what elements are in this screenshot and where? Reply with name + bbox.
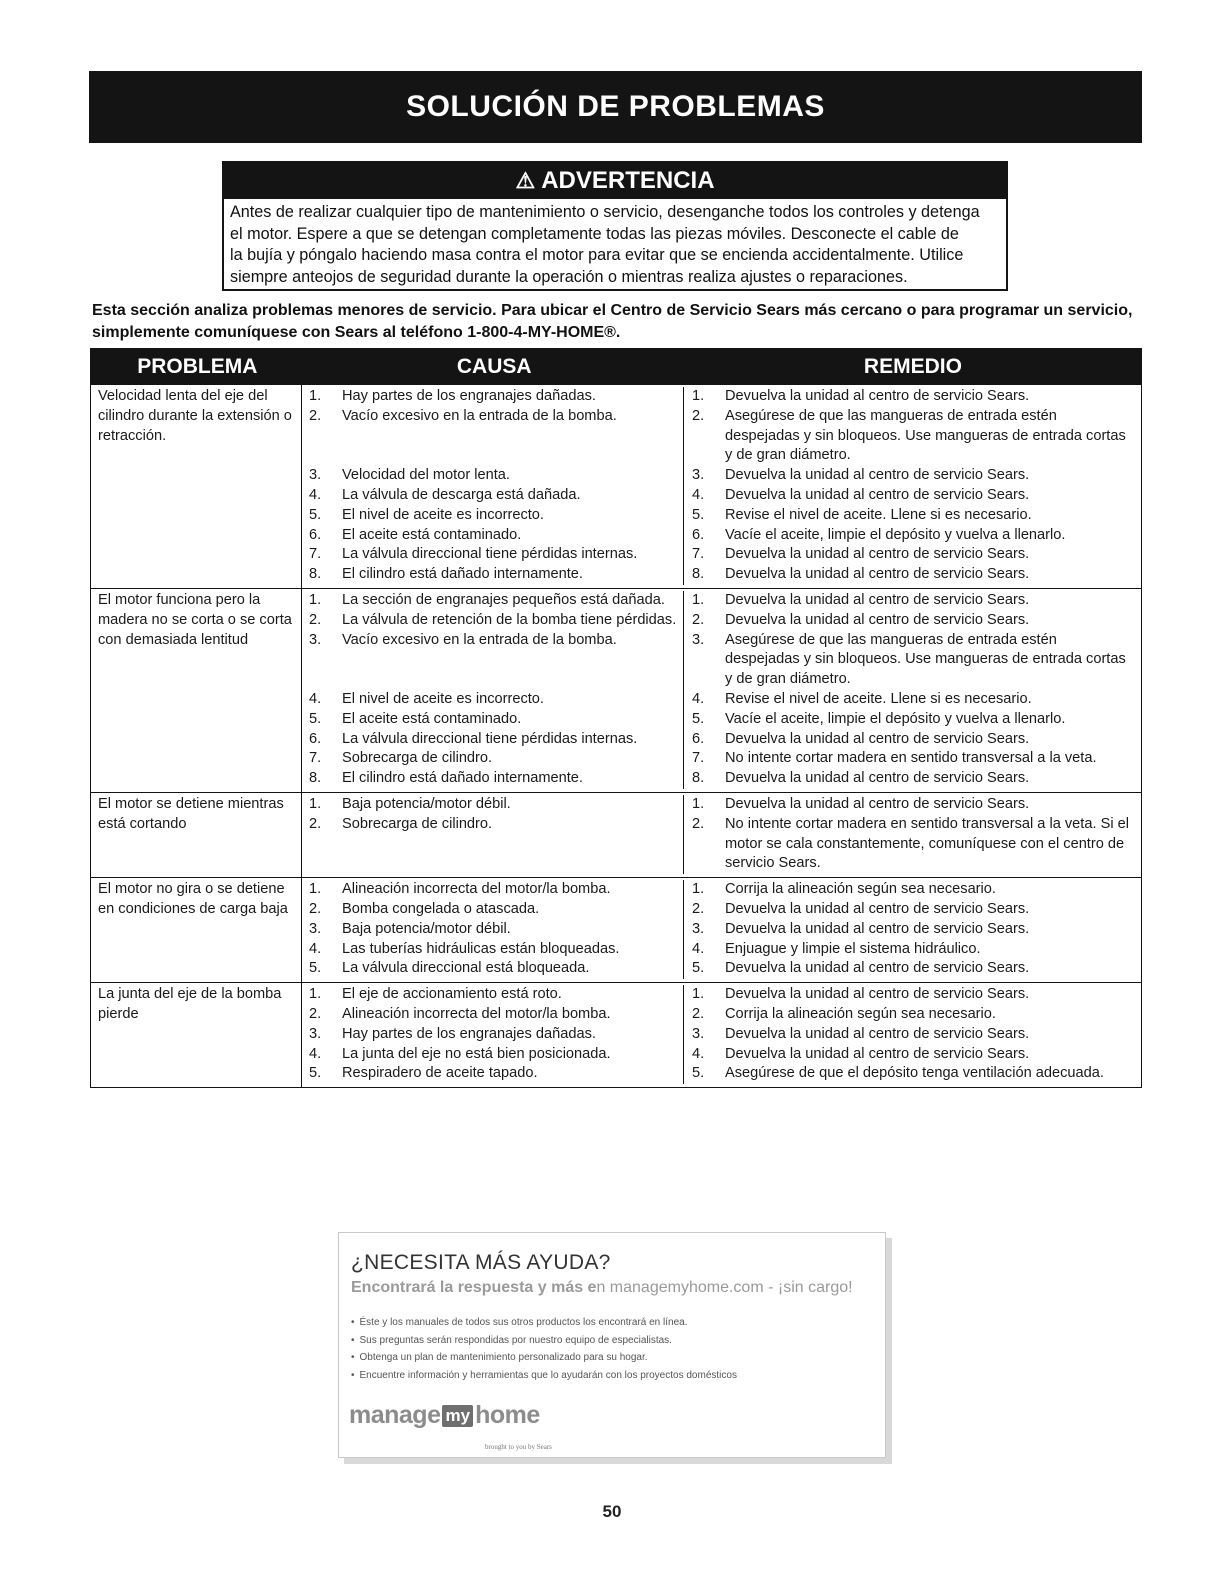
remedy-item (684, 920, 1141, 940)
remedy-item (684, 730, 1141, 750)
cause-item (302, 545, 684, 565)
remedy-text: Corrija la alineación según sea necesario. (725, 881, 996, 898)
cause-text: Las tuberías hidráulicas están bloqueadas. (342, 940, 620, 957)
cause-number: 5. (309, 960, 322, 977)
cause-number: 6. (309, 730, 322, 747)
cause-item (302, 1064, 684, 1084)
remedy-text: Devuelva la unidad al centro de servicio Sears. (725, 611, 1030, 628)
cause-number: 6. (309, 526, 322, 543)
troubleshooting-table (90, 348, 1142, 1088)
cause-item (302, 940, 684, 960)
table-row (91, 877, 1141, 982)
cause-item (302, 506, 684, 526)
remedy-number: 1. (692, 591, 705, 608)
cause-text: El cilindro está dañado internamente. (342, 566, 583, 583)
remedy-item (684, 815, 1141, 874)
cause-text: Alineación incorrecta del motor/la bomba. (342, 881, 611, 898)
cause-text: Hay partes de los engranajes dañadas. (342, 388, 596, 404)
cause-number: 1. (309, 986, 322, 1003)
cause-remedy-cells (302, 793, 1141, 877)
cause-item (302, 985, 684, 1005)
cause-text: Velocidad del motor lenta. (342, 467, 510, 484)
cause-number: 7. (309, 750, 322, 767)
problem-cell: El motor funciona pero la madera no se corta o se corta con demasiada lentitud (91, 589, 302, 792)
cause-item (302, 466, 684, 486)
cause-item (302, 486, 684, 506)
remedy-text: Asegúrese de que las mangueras de entrada estén despejadas y sin bloqueos. Use mangueras de entrada cortas y de gran diámetro. (725, 631, 1126, 688)
cause-number: 4. (309, 940, 322, 957)
page-title: SOLUCIÓN DE PROBLEMAS (406, 90, 825, 123)
table-row (91, 792, 1141, 877)
remedy-text: Revise el nivel de aceite. Llene si es necesario. (725, 506, 1032, 523)
cause-item (302, 631, 684, 690)
help-subtitle-bold: Encontrará la respuesta y más e (351, 1279, 597, 1296)
remedy-number: 2. (692, 1005, 705, 1022)
page-number: 50 (602, 1502, 622, 1521)
help-list-item: • Éste y los manuales de todos sus otros productos los encontrará en línea. (351, 1314, 737, 1332)
remedy-number: 2. (692, 815, 705, 832)
remedy-number: 3. (692, 631, 705, 648)
remedy-item (684, 387, 1141, 407)
remedy-number: 1. (692, 388, 705, 404)
cause-remedy-pair (302, 1025, 1141, 1045)
remedy-text: Devuelva la unidad al centro de servicio Sears. (725, 1025, 1030, 1042)
header-remedy: REMEDIO (863, 355, 962, 378)
cause-remedy-pair (302, 985, 1141, 1005)
cause-item (302, 407, 684, 466)
remedy-item (684, 985, 1141, 1005)
cause-item (302, 920, 684, 940)
cause-remedy-cells (302, 878, 1141, 982)
remedy-item (684, 710, 1141, 730)
cause-item (302, 611, 684, 631)
logo-word-home: home (475, 1401, 540, 1429)
cause-text: Bomba congelada o atascada. (342, 900, 540, 917)
remedy-text: Devuelva la unidad al centro de servicio Sears. (725, 960, 1030, 977)
cause-remedy-pair (302, 730, 1141, 750)
help-list-item: • Sus preguntas serán respondidas por nuestro equipo de especialistas. (351, 1332, 737, 1350)
cause-text: Alineación incorrecta del motor/la bomba. (342, 1005, 611, 1022)
cause-item (302, 795, 684, 815)
remedy-item (684, 526, 1141, 546)
remedy-text: Devuelva la unidad al centro de servicio Sears. (725, 591, 1030, 608)
remedy-item (684, 1045, 1141, 1065)
cause-number: 4. (309, 486, 322, 503)
cause-remedy-pair (302, 611, 1141, 631)
remedy-number: 2. (692, 407, 705, 424)
remedy-number: 4. (692, 1045, 705, 1062)
cause-text: El eje de accionamiento está roto. (342, 986, 562, 1003)
cause-number: 5. (309, 1065, 322, 1082)
remedy-text: Corrija la alineación según sea necesario. (725, 1005, 996, 1022)
cause-remedy-pair (302, 1005, 1141, 1025)
remedy-text: No intente cortar madera en sentido transversal a la veta. (725, 750, 1097, 767)
cause-number: 7. (309, 546, 322, 563)
remedy-number: 4. (692, 940, 705, 957)
cause-remedy-pair (302, 407, 1141, 466)
cause-remedy-pair (302, 526, 1141, 546)
remedy-number: 4. (692, 486, 705, 503)
problem-cell: La junta del eje de la bomba pierde (91, 983, 302, 1087)
cause-item (302, 526, 684, 546)
cause-item (302, 1045, 684, 1065)
remedy-number: 1. (692, 881, 705, 898)
cause-remedy-pair (302, 565, 1141, 585)
cause-text: El cilindro está dañado internamente. (342, 770, 583, 787)
cause-text: Respiradero de aceite tapado. (342, 1065, 538, 1082)
cause-item (302, 815, 684, 874)
remedy-number: 8. (692, 566, 705, 583)
cause-remedy-pair (302, 1045, 1141, 1065)
cause-number: 3. (309, 920, 322, 937)
remedy-item (684, 631, 1141, 690)
cause-remedy-pair (302, 1064, 1141, 1084)
cause-number: 1. (309, 881, 322, 898)
cause-remedy-pair (302, 631, 1141, 690)
cause-text: El aceite está contaminado. (342, 526, 522, 543)
table-row (91, 385, 1141, 588)
cause-remedy-pair (302, 900, 1141, 920)
cause-remedy-cells (302, 983, 1141, 1087)
cause-text: El nivel de aceite es incorrecto. (342, 506, 544, 523)
cause-text: Hay partes de los engranajes dañadas. (342, 1025, 596, 1042)
remedy-number: 7. (692, 750, 705, 767)
intro-paragraph: Esta sección analiza problemas menores de servicio. Para ubicar el Centro de Servicio Sears más cercano o para programar un servicio, simplemente comuníquese con Sears al teléfono 1-800-4-MY-HOME®. (92, 302, 1133, 341)
help-subtitle-rest: n managemyhome.com - ¡sin cargo! (596, 1279, 853, 1296)
remedy-number: 6. (692, 526, 705, 543)
remedy-text: Devuelva la unidad al centro de servicio Sears. (725, 900, 1030, 917)
remedy-item (684, 1005, 1141, 1025)
header-problem: PROBLEMA (137, 355, 258, 378)
cause-number: 3. (309, 467, 322, 484)
cause-text: Vacío excesivo en la entrada de la bomba. (342, 631, 617, 648)
cause-number: 1. (309, 388, 322, 404)
cause-item (302, 749, 684, 769)
cause-item (302, 900, 684, 920)
warning-triangle-icon: ⚠ (515, 168, 536, 193)
cause-number: 2. (309, 815, 322, 832)
remedy-text: Devuelva la unidad al centro de servicio Sears. (725, 795, 1030, 812)
remedy-item (684, 486, 1141, 506)
cause-text: El nivel de aceite es incorrecto. (342, 690, 544, 707)
remedy-text: Devuelva la unidad al centro de servicio Sears. (725, 388, 1030, 404)
remedy-item (684, 466, 1141, 486)
remedy-item (684, 565, 1141, 585)
remedy-text: Devuelva la unidad al centro de servicio Sears. (725, 467, 1030, 484)
cause-text: La junta del eje no está bien posicionada. (342, 1045, 611, 1062)
cause-item (302, 387, 684, 407)
cause-number: 1. (309, 795, 322, 812)
cause-text: Sobrecarga de cilindro. (342, 750, 493, 767)
remedy-number: 6. (692, 730, 705, 747)
remedy-number: 3. (692, 920, 705, 937)
cause-item (302, 710, 684, 730)
remedy-item (684, 900, 1141, 920)
cause-remedy-pair (302, 591, 1141, 611)
help-subtitle (351, 1279, 853, 1297)
cause-number: 2. (309, 407, 322, 424)
remedy-item (684, 880, 1141, 900)
help-list (351, 1314, 737, 1384)
cause-item (302, 959, 684, 979)
cause-number: 3. (309, 1025, 322, 1042)
table-body (91, 385, 1141, 1087)
remedy-text: Asegúrese de que las mangueras de entrada estén despejadas y sin bloqueos. Use mangueras de entrada cortas y de gran diámetro. (725, 407, 1126, 464)
remedy-item (684, 407, 1141, 466)
cause-remedy-pair (302, 749, 1141, 769)
table-header (91, 349, 1141, 385)
remedy-text: Devuelva la unidad al centro de servicio Sears. (725, 486, 1030, 503)
remedy-text: Devuelva la unidad al centro de servicio Sears. (725, 986, 1030, 1003)
cause-number: 5. (309, 506, 322, 523)
remedy-number: 1. (692, 986, 705, 1003)
cause-text: Sobrecarga de cilindro. (342, 815, 493, 832)
remedy-number: 5. (692, 960, 705, 977)
remedy-number: 5. (692, 506, 705, 523)
warning-line: Antes de realizar cualquier tipo de mantenimiento o servicio, desenganche todos los controles y detenga (230, 203, 980, 221)
header-cause: CAUSA (456, 355, 532, 378)
remedy-item (684, 591, 1141, 611)
warning-line: la bujía y póngalo haciendo masa contra el motor para evitar que se encienda accidentalmente. Utilice (230, 246, 964, 264)
cause-remedy-cells (302, 589, 1141, 792)
help-title: ¿NECESITA MÁS AYUDA? (351, 1251, 611, 1274)
remedy-item (684, 506, 1141, 526)
cause-number: 2. (309, 1005, 322, 1022)
remedy-item (684, 940, 1141, 960)
cause-remedy-pair (302, 940, 1141, 960)
cause-text: La válvula direccional está bloqueada. (342, 960, 590, 977)
cause-item (302, 1025, 684, 1045)
cause-number: 2. (309, 611, 322, 628)
cause-text: La válvula direccional tiene pérdidas internas. (342, 546, 638, 563)
remedy-number: 3. (692, 1025, 705, 1042)
cause-item (302, 730, 684, 750)
page-title-bar (89, 71, 1142, 143)
cause-number: 3. (309, 631, 322, 648)
cause-remedy-pair (302, 815, 1141, 874)
cause-item (302, 769, 684, 789)
cause-remedy-pair (302, 959, 1141, 979)
help-list-item: • Obtenga un plan de mantenimiento personalizado para su hogar. (351, 1349, 737, 1367)
remedy-number: 5. (692, 1065, 705, 1082)
warning-heading: ADVERTENCIA (541, 167, 715, 194)
cause-item (302, 565, 684, 585)
cause-remedy-cells (302, 385, 1141, 588)
logo-tagline: brought to you by Sears (485, 1443, 552, 1451)
remedy-text: Enjuague y limpie el sistema hidráulico. (725, 940, 981, 957)
remedy-number: 3. (692, 467, 705, 484)
cause-remedy-pair (302, 486, 1141, 506)
remedy-number: 5. (692, 710, 705, 727)
cause-remedy-pair (302, 506, 1141, 526)
cause-text: La válvula direccional tiene pérdidas internas. (342, 730, 638, 747)
remedy-text: Devuelva la unidad al centro de servicio Sears. (725, 546, 1030, 563)
cause-text: El aceite está contaminado. (342, 710, 522, 727)
help-list-item: • Encuentre información y herramientas que lo ayudarán con los proyectos domésticos (351, 1367, 737, 1385)
logo-my-badge: my (442, 1405, 473, 1427)
cause-text: La válvula de descarga está dañada. (342, 486, 581, 503)
remedy-number: 7. (692, 546, 705, 563)
cause-text: La válvula de retención de la bomba tiene pérdidas. (342, 611, 677, 628)
cause-remedy-pair (302, 545, 1141, 565)
warning-text (224, 199, 1006, 288)
remedy-item (684, 611, 1141, 631)
remedy-item (684, 959, 1141, 979)
remedy-text: Revise el nivel de aceite. Llene si es necesario. (725, 690, 1032, 707)
remedy-item (684, 769, 1141, 789)
remedy-text: Devuelva la unidad al centro de servicio Sears. (725, 920, 1030, 937)
table-row (91, 588, 1141, 792)
remedy-item (684, 1064, 1141, 1084)
warning-header (224, 163, 1006, 199)
remedy-text: Asegúrese de que el depósito tenga ventilación adecuada. (725, 1065, 1104, 1082)
cause-remedy-pair (302, 795, 1141, 815)
warning-line: el motor. Espere a que se detengan completamente todas las piezas móviles. Desconecte el cable de (230, 224, 959, 243)
help-box (338, 1232, 886, 1458)
remedy-text: Devuelva la unidad al centro de servicio Sears. (725, 730, 1030, 747)
cause-number: 5. (309, 710, 322, 727)
remedy-item (684, 690, 1141, 710)
warning-line: siempre anteojos de seguridad durante la operación o mientras realiza ajustes o reparaciones. (230, 267, 908, 286)
remedy-text: Devuelva la unidad al centro de servicio Sears. (725, 566, 1030, 583)
cause-remedy-pair (302, 690, 1141, 710)
remedy-text: Devuelva la unidad al centro de servicio Sears. (725, 1045, 1030, 1062)
remedy-item (684, 1025, 1141, 1045)
cause-remedy-pair (302, 880, 1141, 900)
cause-text: Vacío excesivo en la entrada de la bomba. (342, 407, 617, 424)
cause-item (302, 690, 684, 710)
warning-box (222, 161, 1008, 291)
cause-remedy-pair (302, 710, 1141, 730)
cause-item (302, 591, 684, 611)
remedy-text: Devuelva la unidad al centro de servicio Sears. (725, 770, 1030, 787)
remedy-text: Vacíe el aceite, limpie el depósito y vuelva a llenarlo. (725, 710, 1066, 727)
remedy-number: 2. (692, 900, 705, 917)
remedy-number: 1. (692, 795, 705, 812)
remedy-text: Vacíe el aceite, limpie el depósito y vuelva a llenarlo. (725, 526, 1066, 543)
remedy-number: 4. (692, 690, 705, 707)
cause-number: 8. (309, 770, 322, 787)
problem-cell: El motor no gira o se detiene en condiciones de carga baja (91, 878, 302, 982)
cause-remedy-pair (302, 920, 1141, 940)
cause-remedy-pair (302, 769, 1141, 789)
remedy-text: No intente cortar madera en sentido transversal a la veta. Si el motor se cala constantemente, comuníquese con el centro de servicio Sears. (725, 815, 1129, 872)
cause-remedy-pair (302, 466, 1141, 486)
problem-cell: Velocidad lenta del eje del cilindro durante la extensión o retracción. (91, 385, 302, 588)
cause-number: 2. (309, 900, 322, 917)
logo-word-manage: manage (349, 1401, 441, 1429)
cause-item (302, 880, 684, 900)
cause-number: 1. (309, 591, 322, 608)
cause-text: Baja potencia/motor débil. (342, 795, 511, 812)
managemyhome-logo (349, 1401, 540, 1430)
cause-number: 4. (309, 690, 322, 707)
cause-remedy-pair (302, 387, 1141, 407)
remedy-number: 2. (692, 611, 705, 628)
remedy-item (684, 749, 1141, 769)
cause-number: 8. (309, 566, 322, 583)
cause-number: 4. (309, 1045, 322, 1062)
cause-item (302, 1005, 684, 1025)
cause-text: La sección de engranajes pequeños está dañada. (342, 591, 665, 608)
problem-cell: El motor se detiene mientras está cortando (91, 793, 302, 877)
cause-text: Baja potencia/motor débil. (342, 920, 511, 937)
remedy-item (684, 545, 1141, 565)
remedy-number: 8. (692, 770, 705, 787)
remedy-item (684, 795, 1141, 815)
table-row (91, 982, 1141, 1087)
